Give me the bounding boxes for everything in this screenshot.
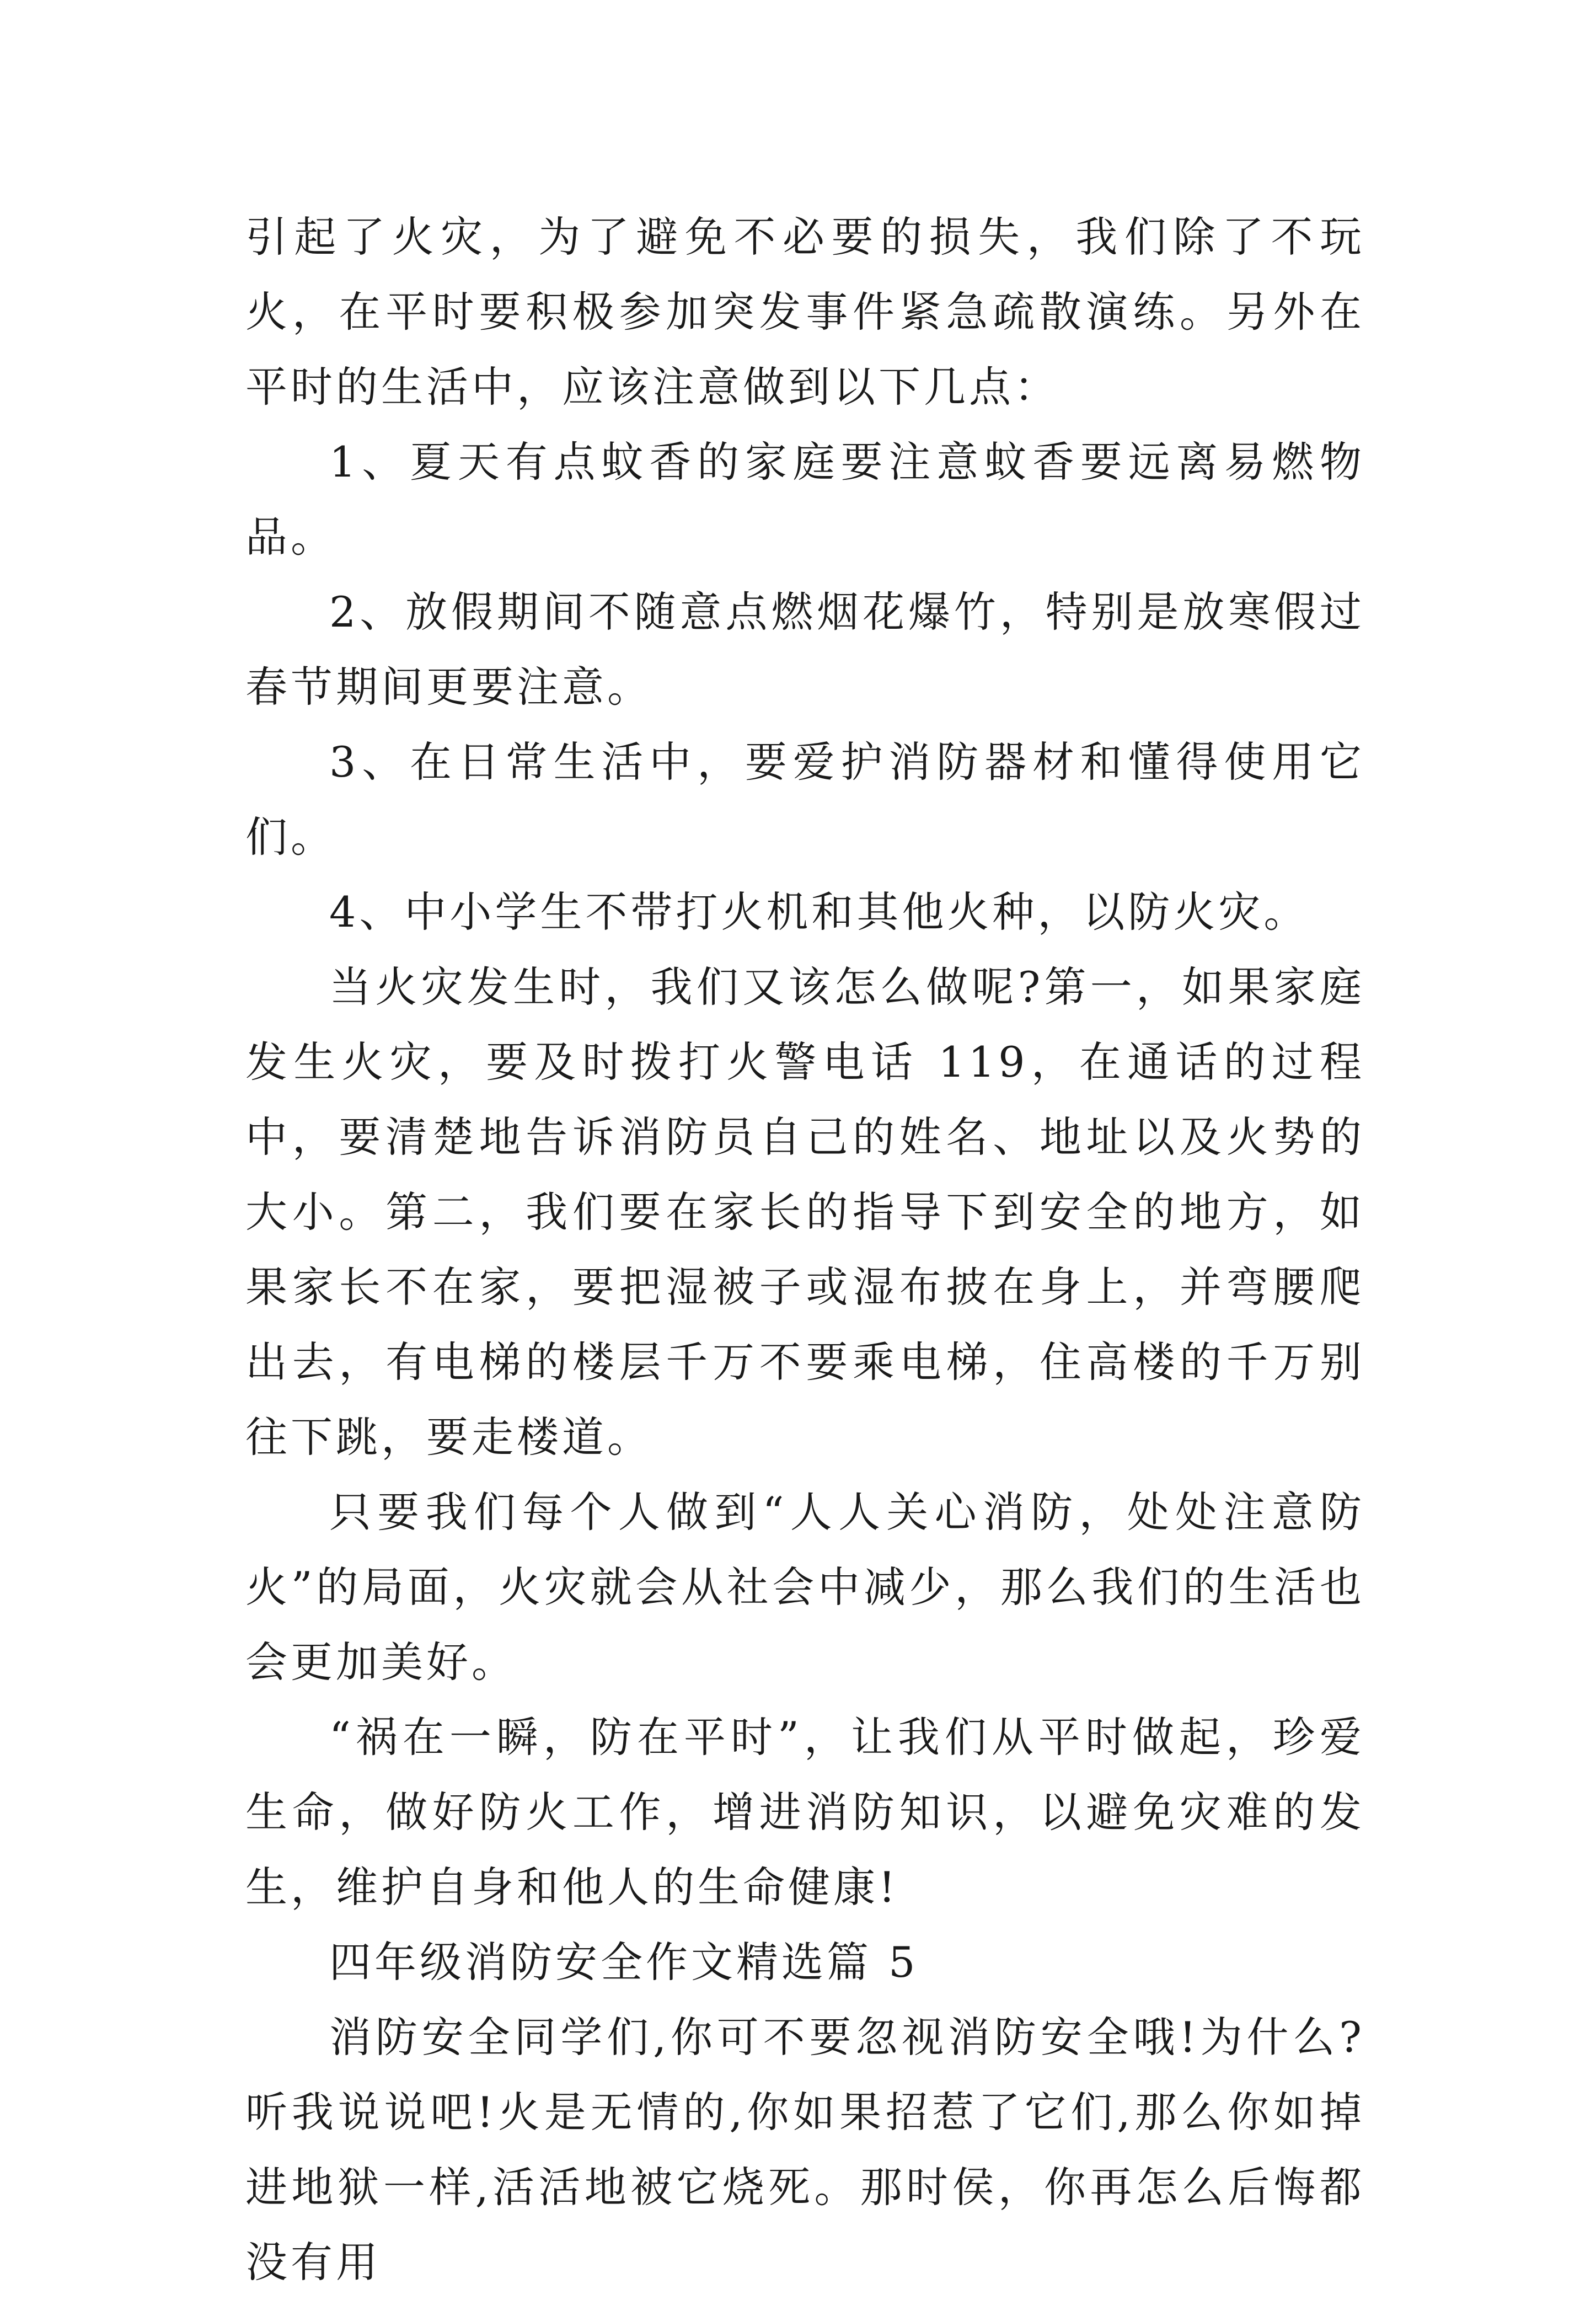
paragraph-fire-response: 当火灾发生时，我们又该怎么做呢?第一，如果家庭发生火灾，要及时拨打火警电话 119，在通话的过程中，要清楚地告诉消防员自己的姓名、地址以及火势的大小。第二，我们要在家长的指导下到安全的地方，如果家长不在家，要把湿被子或湿布披在身上，并弯腰爬出去，有电梯的楼层千万不要乘电梯，住高楼的千万别往下跳，要走楼道。 — [245, 962, 1365, 1462]
document-body — [245, 200, 1365, 2300]
section-heading: 四年级消防安全作文精选篇 5 — [329, 1938, 919, 1987]
list-item-2: 2、放假期间不随意点燃烟花爆竹，特别是放寒假过春节期间更要注意。 — [245, 587, 1365, 712]
paragraph-everyone-cares: 只要我们每个人做到“人人关心消防，处处注意防火”的局面，火灾就会从社会中减少，那么我们的生活也会更加美好。 — [245, 1488, 1365, 1687]
paragraph-essay-5-start: 消防安全同学们,你可不要忽视消防安全哦!为什么?听我说说吧!火是无情的,你如果招惹了它们,那么你如掉进地狱一样,活活地被它烧死。那时侯，你再怎么后悔都没有用 — [245, 2013, 1365, 2287]
list-item-4: 4、中小学生不带打火机和其他火种，以防火灾。 — [329, 887, 1309, 937]
paragraph-intro-continued: 引起了火灾，为了避免不必要的损失，我们除了不玩火，在平时要积极参加突发事件紧急疏散演练。另外在平时的生活中，应该注意做到以下几点： — [245, 212, 1365, 411]
paragraph-motto: “祸在一瞬，防在平时”，让我们从平时做起，珍爱生命，做好防火工作，增进消防知识，以避免灾难的发生，维护自身和他人的生命健康! — [245, 1713, 1365, 1912]
list-item-1: 1、夏天有点蚊香的家庭要注意蚊香要远离易燃物品。 — [245, 437, 1365, 561]
list-item-3: 3、在日常生活中，要爱护消防器材和懂得使用它们。 — [245, 737, 1365, 862]
